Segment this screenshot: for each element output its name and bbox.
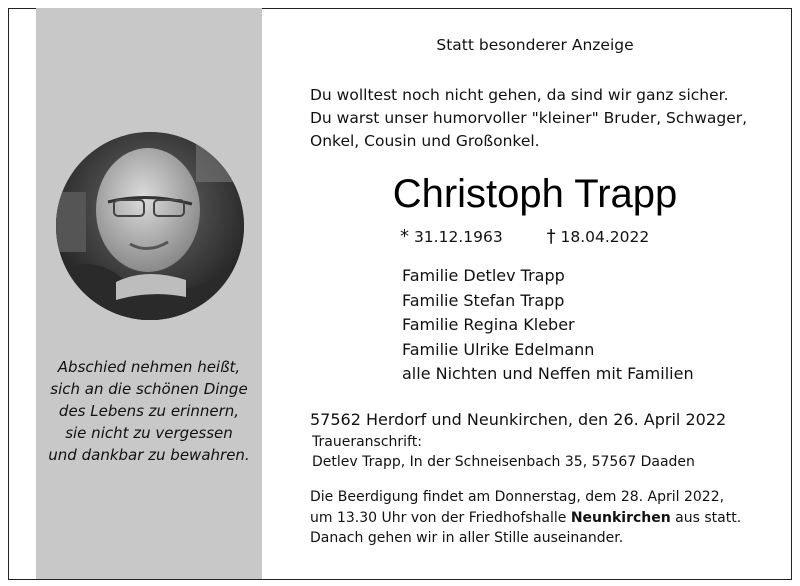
quote-line: Abschied nehmen heißt, <box>57 358 241 376</box>
burial-line: Danach gehen wir in aller Stille auseinander. <box>310 530 624 546</box>
life-dates <box>400 226 649 247</box>
burial-text: aus statt. <box>670 509 742 526</box>
quote-line: des Lebens zu erinnern, <box>58 402 240 420</box>
family-item: Familie Detlev Trapp <box>402 266 565 285</box>
family-item: Familie Regina Kleber <box>402 315 575 334</box>
burial-line: Die Beerdigung findet am Donnerstag, dem 28. April 2022, <box>310 489 725 505</box>
portrait-icon <box>56 132 244 320</box>
family-list <box>402 264 694 387</box>
quote-line: sich an die schönen Dinge <box>50 380 248 398</box>
intro-text <box>310 84 760 153</box>
death-symbol: † <box>546 226 556 247</box>
sidebar-quote <box>36 356 262 466</box>
address-label: Traueranschrift: <box>312 434 422 450</box>
portrait-photo <box>56 132 244 320</box>
intro-line: Onkel, Cousin und Großonkel. <box>310 132 540 150</box>
address-text: Detlev Trapp, In der Schneisenbach 35, 57567 Daaden <box>312 454 695 470</box>
deceased-name: Christoph Trapp <box>392 172 678 216</box>
intro-line: Du warst unser humorvoller "kleiner" Bruder, Schwager, <box>310 109 748 127</box>
death-date: 18.04.2022 <box>560 228 650 246</box>
mourning-address <box>312 432 695 472</box>
burial-text: um 13.30 Uhr von der Friedhofshalle <box>310 509 571 526</box>
place-date: 57562 Herdorf und Neunkirchen, den 26. April 2022 <box>310 410 727 429</box>
burial-location: Neunkirchen <box>570 509 671 526</box>
burial-line <box>310 508 762 529</box>
family-item: alle Nichten und Neffen mit Familien <box>402 364 694 383</box>
notice-header: Statt besonderer Anzeige <box>436 36 634 54</box>
birth-symbol: * <box>400 226 409 247</box>
quote-line: und dankbar zu bewahren. <box>48 446 250 464</box>
intro-line: Du wolltest noch nicht gehen, da sind wir ganz sicher. <box>310 86 729 104</box>
burial-info <box>310 487 762 549</box>
family-item: Familie Ulrike Edelmann <box>402 339 595 359</box>
family-item: Familie Stefan Trapp <box>402 290 565 310</box>
quote-line: sie nicht zu vergessen <box>65 424 233 442</box>
birth-date: 31.12.1963 <box>413 228 503 246</box>
